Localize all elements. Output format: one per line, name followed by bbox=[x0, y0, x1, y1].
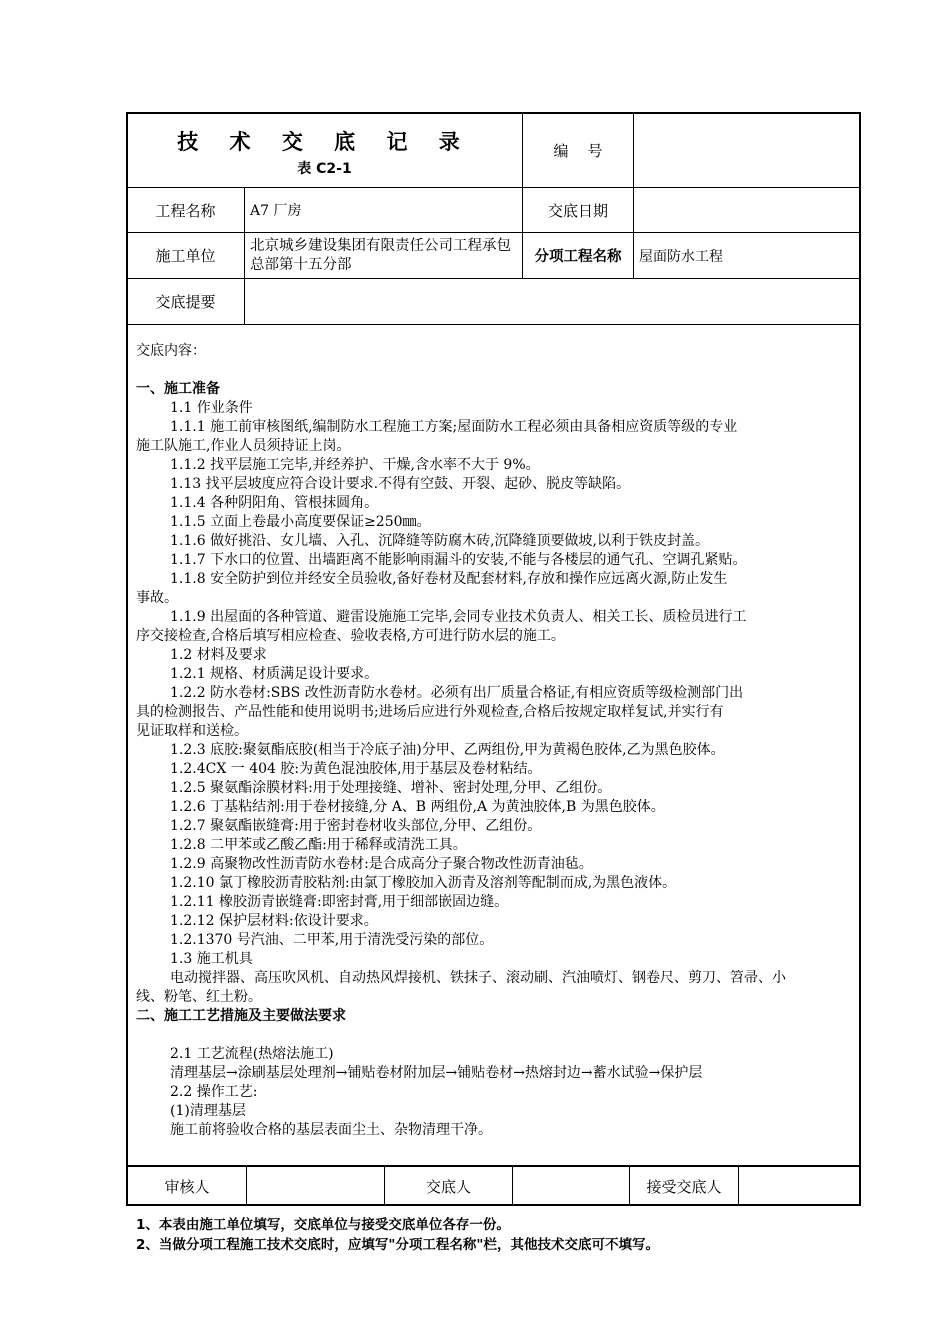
unit-value[interactable]: 北京城乡建设集团有限责任公司工程承包总部第十五分部 bbox=[250, 237, 511, 273]
footnote-1: 1、本表由施工单位填写，交底单位与接受交底单位各存一份。 bbox=[136, 1217, 510, 1233]
content-line: 见证取样和送检。 bbox=[136, 723, 248, 739]
summary-label: 交底提要 bbox=[155, 293, 216, 311]
number-value[interactable] bbox=[634, 113, 860, 187]
date-label: 交底日期 bbox=[547, 201, 608, 220]
content-line: 1.1.2 找平层施工完毕,并经养护、干燥,含水率不大于 9%。 bbox=[170, 457, 540, 473]
content-line: 1.2.9 高聚物改性沥青防水卷材:是合成高分子聚合物改性沥青油毡。 bbox=[170, 856, 593, 872]
sub-project-value[interactable]: 屋面防水工程 bbox=[639, 248, 723, 265]
content-line: (1)清理基层 bbox=[170, 1103, 246, 1119]
content-line: 1.2.11 橡胶沥青嵌缝膏:即密封膏,用于细部嵌固边缝。 bbox=[170, 894, 509, 910]
content-line: 施工前将验收合格的基层表面尘土、杂物清理干净。 bbox=[170, 1122, 492, 1138]
sub-project-label: 分项工程名称 bbox=[534, 249, 622, 265]
number-label: 编 号 bbox=[553, 141, 603, 160]
content-line: 1.2.12 保护层材料:依设计要求。 bbox=[170, 913, 378, 929]
reviewer-value[interactable] bbox=[247, 1167, 384, 1205]
content-line: 1.2.5 聚氨酯涂膜材料:用于处理接缝、增补、密封处理,分甲、乙组份。 bbox=[170, 780, 612, 796]
footnotes bbox=[136, 1215, 659, 1255]
content-line: 1.2.7 聚氨酯嵌缝膏:用于密封卷材收头部位,分甲、乙组份。 bbox=[170, 818, 542, 834]
content-line: 1.1.9 出屋面的各种管道、避雷设施施工完毕,会同专业技术负责人、相关工长、质检员进行工 bbox=[170, 609, 747, 625]
content-line: 1.1.4 各种阴阳角、管根抹圆角。 bbox=[170, 495, 379, 511]
discloser-label: 交底人 bbox=[425, 1177, 471, 1196]
content-line: 施工队施工,作业人员须持证上岗。 bbox=[136, 438, 351, 454]
project-name-value[interactable]: A7 厂房 bbox=[250, 203, 302, 219]
content-line: 1.2.2 防水卷材:SBS 改性沥青防水卷材。必须有出厂质量合格证,有相应资质等级检测部门出 bbox=[170, 685, 744, 701]
content-line: 1.2.1370 号汽油、二甲苯,用于清洗受污染的部位。 bbox=[170, 932, 494, 948]
content-line: 电动搅拌器、高压吹风机、自动热风焊接机、铁抹子、滚动刷、汽油喷灯、钢卷尺、剪刀、笤帚、小 bbox=[170, 970, 786, 986]
form-title: 技 术 交 底 记 录 bbox=[177, 130, 472, 154]
disclosure-content bbox=[136, 342, 856, 1140]
content-line: 2.1 工艺流程(热熔法施工) bbox=[170, 1046, 334, 1062]
content-line: 1.1 作业条件 bbox=[170, 400, 253, 416]
summary-value[interactable] bbox=[245, 279, 860, 324]
content-line: 1.1.7 下水口的位置、出墙距离不能影响雨漏斗的安装,不能与各楼层的通气孔、空调孔紧贴。 bbox=[170, 552, 747, 568]
content-line: 线、粉笔、红土粉。 bbox=[136, 989, 262, 1005]
project-name-label: 工程名称 bbox=[155, 201, 216, 220]
content-intro: 交底内容： bbox=[136, 343, 206, 359]
content-line: 事故。 bbox=[136, 590, 178, 606]
content-line bbox=[136, 361, 856, 380]
receiver-label: 接受交底人 bbox=[646, 1177, 722, 1196]
content-line: 序交接检查,合格后填写相应检查、验收表格,方可进行防水层的施工。 bbox=[136, 628, 565, 644]
content-line: 具的检测报告、产品性能和使用说明书;进场后应进行外观检查,合格后按规定取样复试,并实行有 bbox=[136, 704, 724, 720]
content-line: 1.1.8 安全防护到位并经安全员验收,备好卷材及配套材料,存放和操作应远离火源,防止发生 bbox=[170, 571, 728, 587]
content-line: 1.2.6 丁基粘结剂:用于卷材接缝,分 A、B 两组份,A 为黄浊胶体,B 为黑色胶体。 bbox=[170, 799, 665, 815]
receiver-value[interactable] bbox=[739, 1167, 860, 1205]
content-line: 1.2 材料及要求 bbox=[170, 647, 267, 663]
content-lines bbox=[136, 361, 856, 1140]
content-line: 1.13 找平层坡度应符合设计要求.不得有空鼓、开裂、起砂、脱皮等缺陷。 bbox=[170, 476, 631, 492]
content-line: 1.2.10 氯丁橡胶沥青胶粘剂:由氯丁橡胶加入沥青及溶剂等配制而成,为黑色液体。 bbox=[170, 875, 677, 891]
content-line bbox=[136, 1026, 856, 1045]
content-line: 1.2.4CX 一 404 胶:为黄色混浊胶体,用于基层及卷材粘结。 bbox=[170, 761, 542, 777]
form-code: 表 C2-1 bbox=[297, 161, 352, 177]
content-line: 1.1.5 立面上卷最小高度要保证≥250㎜。 bbox=[170, 514, 431, 530]
discloser-value[interactable] bbox=[513, 1167, 629, 1205]
content-line: 2.2 操作工艺: bbox=[170, 1084, 258, 1100]
content-line: 清理基层→涂刷基层处理剂→铺贴卷材附加层→铺贴卷材→热熔封边→蓄水试验→保护层 bbox=[170, 1065, 703, 1081]
reviewer-label: 审核人 bbox=[164, 1177, 210, 1196]
content-line: 1.3 施工机具 bbox=[170, 951, 253, 967]
content-line: 1.1.1 施工前审核图纸,编制防水工程施工方案;屋面防水工程必须由具备相应资质等级的专业 bbox=[170, 419, 738, 435]
title-cell bbox=[127, 113, 522, 187]
content-line: 1.2.3 底胶:聚氨酯底胶(相当于冷底子油)分甲、乙两组份,甲为黄褐色胶体,乙为黑色胶体。 bbox=[170, 742, 725, 758]
section-heading: 二、施工工艺措施及主要做法要求 bbox=[136, 1008, 346, 1024]
unit-label: 施工单位 bbox=[155, 247, 216, 265]
date-value[interactable] bbox=[634, 188, 860, 232]
section-heading: 一、施工准备 bbox=[136, 381, 220, 397]
footnote-2: 2、当做分项工程施工技术交底时，应填写"分项工程名称"栏，其他技术交底可不填写。 bbox=[136, 1237, 659, 1253]
content-line: 1.1.6 做好挑沿、女儿墙、入孔、沉降缝等防腐木砖,沉降缝顶要做坡,以利于铁皮封盖。 bbox=[170, 533, 709, 549]
content-line: 1.2.8 二甲苯或乙酸乙酯:用于稀释或清洗工具。 bbox=[170, 837, 467, 853]
row-divider bbox=[127, 324, 860, 325]
content-line: 1.2.1 规格、材质满足设计要求。 bbox=[170, 666, 379, 682]
